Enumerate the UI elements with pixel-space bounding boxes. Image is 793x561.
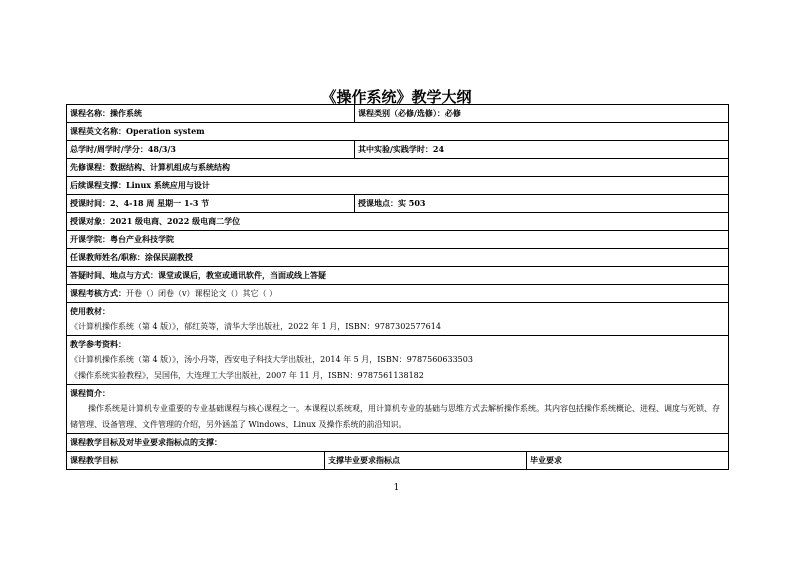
table-row [67, 231, 729, 249]
english-name-cell [67, 123, 729, 141]
references-label: 教学参考资料： [70, 339, 126, 349]
course-type-cell [355, 105, 729, 123]
college-cell [67, 231, 729, 249]
table-row [67, 213, 729, 231]
intro-label: 课程简介： [70, 388, 110, 398]
syllabus-table [66, 104, 729, 470]
course-name-value: 操作系统 [110, 108, 142, 118]
objectives-col-header [67, 452, 325, 470]
table-row [67, 452, 729, 470]
hours-value: 48/3/3 [147, 144, 176, 154]
time-cell [67, 195, 355, 213]
prerequisite-value: 数据结构、计算机组成与系统结构 [110, 162, 230, 172]
objectives-header-cell [67, 434, 729, 452]
course-name-label: 课程名称： [70, 108, 110, 118]
target-label: 授课对象： [70, 216, 110, 226]
lab-hours-label: 其中实验/实践学时： [358, 144, 433, 154]
page-number: 1 [393, 483, 400, 493]
table-row [67, 385, 729, 434]
table-row [67, 336, 729, 385]
target-value: 2021 级电商、2022 级电商二学位 [110, 216, 241, 226]
indicator-col-header [325, 452, 527, 470]
course-type-value: 必修 [444, 108, 461, 118]
place-label: 授课地点： [358, 198, 398, 208]
table-row [67, 285, 729, 303]
place-cell [355, 195, 729, 213]
followup-label: 后续课程支撑： [70, 180, 126, 190]
table-row [67, 123, 729, 141]
objectives-col-label: 课程教学目标 [70, 455, 118, 465]
references-cell [67, 336, 729, 385]
page-title: 《操作系统》教学大纲 [321, 88, 472, 106]
table-row [67, 105, 729, 123]
reference-item: 《计算机操作系统（第 4 版）》，汤小丹等，西安电子科技大学出版社，2014 年 5 月，ISBN：9787560633503 [70, 355, 473, 364]
table-row [67, 249, 729, 267]
exam-cell [67, 285, 729, 303]
teacher-cell [67, 249, 729, 267]
table-row [67, 267, 729, 285]
table-row [67, 303, 729, 336]
table-row [67, 177, 729, 195]
lab-hours-cell [355, 141, 729, 159]
table-row [67, 141, 729, 159]
intro-text: 操作系统是计算机专业重要的专业基础课程与核心课程之一。本课程以系统观，用计算机专业的基础与思维方式去解析操作系统。其内容包括操作系统概论、进程、调度与死锁、存储管理、设备管理、文件管理的介绍，另外涵盖了 Windows、Linux 及操作系统的前沿知识。 [70, 404, 720, 429]
course-type-label: 课程类别（必修/选修）： [358, 108, 445, 118]
hours-cell [67, 141, 355, 159]
followup-value: Linux 系统应用与设计 [126, 180, 210, 190]
qa-value: 课堂或课后，教室或通讯软件，当面或线上答疑 [158, 270, 326, 280]
textbook-cell [67, 303, 729, 336]
course-name-cell [67, 105, 355, 123]
lab-hours-value: 24 [432, 144, 445, 154]
qa-label: 答疑时间、地点与方式： [70, 270, 158, 280]
exam-value: 开卷（）闭卷（v）课程论文（）其它（ ） [126, 289, 278, 298]
place-value: 实 503 [398, 198, 426, 208]
exam-label: 课程考核方式： [70, 288, 126, 298]
english-name-value: Operation system [126, 126, 205, 136]
followup-cell [67, 177, 729, 195]
qa-cell [67, 267, 729, 285]
reference-item: 《操作系统实验教程》，吴国伟，大连理工大学出版社，2007 年 11 月，ISBN：9787561138182 [70, 371, 424, 380]
time-value: 2、4-18 周 星期一 1-3 节 [110, 198, 210, 208]
table-row [67, 195, 729, 213]
textbook-label: 使用教材： [70, 306, 110, 316]
prerequisite-cell [67, 159, 729, 177]
objectives-header-label: 课程教学目标及对毕业要求指标点的支撑： [70, 437, 222, 447]
requirement-col-header [527, 452, 729, 470]
college-label: 开课学院： [70, 234, 110, 244]
textbook-item: 《计算机操作系统（第 4 版）》，郁红英等，清华大学出版社，2022 年 1 月，ISBN：9787302577614 [70, 322, 441, 331]
target-cell [67, 213, 729, 231]
requirement-col-label: 毕业要求 [530, 455, 562, 465]
intro-cell [67, 385, 729, 434]
indicator-col-label: 支撑毕业要求指标点 [328, 455, 400, 465]
table-row [67, 434, 729, 452]
english-name-label: 课程英文名称： [70, 126, 126, 136]
time-label: 授课时间： [70, 198, 110, 208]
table-row [67, 159, 729, 177]
college-value: 粤台产业科技学院 [110, 234, 174, 244]
hours-label: 总学时/周学时/学分： [70, 144, 148, 154]
prerequisite-label: 先修课程： [70, 162, 110, 172]
teacher-label: 任课教师姓名/职称： [70, 252, 145, 262]
teacher-value: 涂保民副教授 [144, 252, 193, 262]
